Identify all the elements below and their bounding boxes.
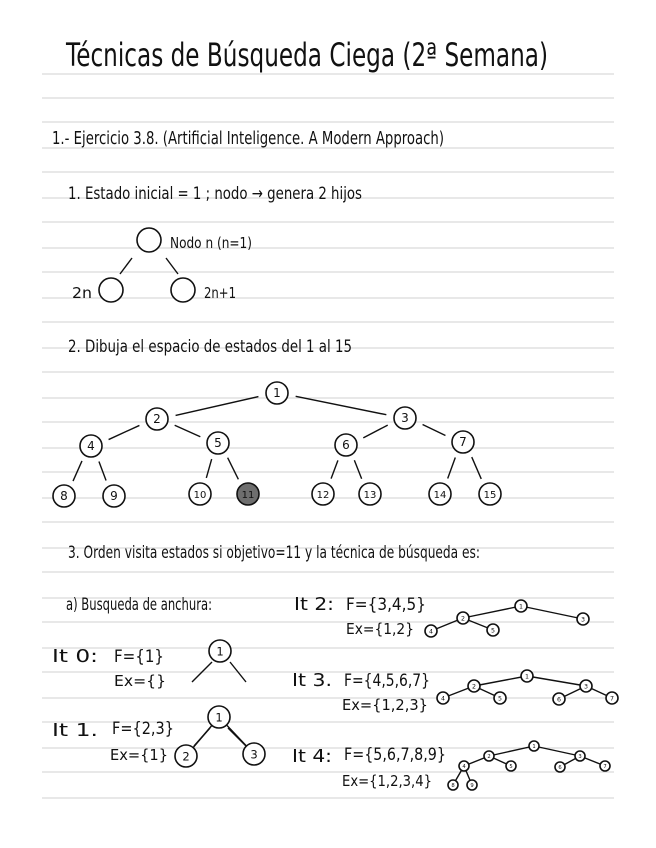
- mini-node-label: 4: [462, 764, 466, 770]
- it2-expanded: Ex={1,2}: [346, 620, 414, 638]
- tree-edge-1-3: [296, 396, 387, 414]
- mini-node-label: 9: [470, 783, 474, 789]
- mini-node-label: 2: [487, 754, 491, 760]
- tree-node-label: 15: [483, 490, 497, 501]
- tree-node-label: 1: [273, 386, 281, 400]
- mini-node-label: 7: [609, 695, 615, 703]
- item-draw-state-space: 2. Dibuja el espacio de estados del 1 al 15: [68, 337, 352, 357]
- it0-mini-tree: [209, 640, 231, 662]
- tree-node-label: 11: [241, 490, 255, 501]
- mini-node-label: 1: [532, 744, 536, 750]
- mini-node-label: 1: [215, 710, 223, 725]
- tree-node-8: [53, 485, 75, 507]
- generic-node: [137, 228, 161, 252]
- tree-node-label: 6: [342, 438, 350, 452]
- it2-label: It 2:: [294, 594, 334, 615]
- tree-edge-7-15: [472, 457, 481, 479]
- it2-frontier: F={3,4,5}: [346, 595, 426, 615]
- mini-node-label: 2: [182, 749, 190, 764]
- mini-edge: [463, 606, 521, 618]
- tree-node-label: 4: [87, 439, 95, 453]
- mini-node-label: 6: [556, 696, 562, 704]
- tree-edge-4-9: [99, 461, 106, 480]
- tree-edge-3-6: [363, 425, 387, 438]
- it3-frontier: F={4,5,6,7}: [344, 671, 430, 691]
- it4-expanded: Ex={1,2,3,4}: [342, 772, 432, 790]
- it3-mini-tree: [437, 670, 618, 705]
- mini-node-label: 3: [580, 616, 586, 624]
- it0-frontier: F={1}: [114, 647, 164, 667]
- mini-node-label: 6: [558, 765, 562, 771]
- it4-label: It 4:: [292, 746, 332, 767]
- state-space-edges: [73, 396, 481, 481]
- generic-child-right: [171, 278, 195, 302]
- tree-edge-1-2: [176, 397, 259, 416]
- tree-node-6: [335, 434, 357, 456]
- generic-child-left: [99, 278, 123, 302]
- child-right-label: 2n+1: [204, 284, 236, 302]
- mini-node-label: 1: [216, 644, 224, 659]
- tree-node-3: [394, 407, 416, 429]
- mini-node-label: 3: [583, 683, 589, 691]
- it0-expanded: Ex={}: [114, 672, 166, 690]
- mini-node-label: 1: [518, 603, 524, 611]
- it4-frontier: F={5,6,7,8,9}: [344, 745, 446, 765]
- mini-node-label: 8: [451, 783, 455, 789]
- tree-node-12: [312, 483, 334, 505]
- tree-edge-6-13: [354, 460, 361, 478]
- it1-expanded: Ex={1}: [110, 746, 168, 764]
- mini-node-label: 2: [460, 615, 466, 623]
- it1-label: It 1.: [52, 720, 98, 741]
- tree-node-14: [429, 483, 451, 505]
- it1-mini-tree: [175, 706, 265, 767]
- it1-frontier: F={2,3}: [112, 719, 174, 739]
- exercise-heading: 1.- Ejercicio 3.8. (Artificial Inteligence. A Modern Approach): [52, 128, 444, 149]
- tree-node-13: [359, 483, 381, 505]
- mini-node-label: 7: [603, 764, 607, 770]
- tree-node-label: 2: [153, 412, 161, 426]
- tree-edge-5-11: [228, 458, 239, 480]
- tree-edge-3-7: [423, 424, 446, 435]
- child-left-label: 2n: [72, 284, 92, 302]
- tree-edge-6-12: [331, 460, 338, 478]
- tree-node-label: 5: [214, 436, 222, 450]
- tree-node-4: [80, 435, 102, 457]
- tree-node-1: [266, 382, 288, 404]
- mini-node-label: 5: [497, 695, 503, 703]
- tree-edge-5-10: [206, 459, 211, 478]
- page-title: Técnicas de Búsqueda Ciega (2ª Semana): [65, 36, 548, 74]
- mini-edge: [474, 676, 527, 686]
- tree-node-7: [452, 431, 474, 453]
- tree-node-5: [207, 432, 229, 454]
- mini-node-label: 3: [250, 747, 258, 762]
- it3-expanded: Ex={1,2,3}: [342, 696, 428, 714]
- tree-node-label: 12: [316, 490, 330, 501]
- state-space-tree: [53, 382, 501, 507]
- it2-mini-tree: [425, 600, 589, 637]
- tree-node-10: [189, 483, 211, 505]
- mini-node-label: 5: [509, 764, 513, 770]
- mini-node-label: 1: [524, 673, 530, 681]
- tree-edge-2-4: [109, 425, 140, 439]
- mini-node-label: 4: [440, 695, 446, 703]
- bfs-heading: a) Busqueda de anchura:: [66, 595, 212, 615]
- tree-edge-7-14: [448, 458, 456, 479]
- tree-node-9: [103, 485, 125, 507]
- tree-node-label: 9: [110, 489, 118, 503]
- tree-node-label: 13: [363, 490, 377, 501]
- tree-node-label: 8: [60, 489, 68, 503]
- tree-node-label: 3: [401, 411, 409, 425]
- mini-edge: [527, 676, 586, 686]
- tree-node-label: 7: [459, 435, 467, 449]
- tree-node-11: [237, 483, 259, 505]
- item-initial-state: 1. Estado inicial = 1 ; nodo → genera 2 hijos: [68, 184, 363, 204]
- tree-node-label: 14: [433, 490, 447, 501]
- it0-label: It 0:: [52, 646, 98, 667]
- mini-node-label: 5: [490, 627, 496, 635]
- it3-label: It 3.: [292, 670, 332, 691]
- tree-node-15: [479, 483, 501, 505]
- tree-node-label: 10: [193, 490, 207, 501]
- mini-node-label: 2: [471, 683, 477, 691]
- tree-edge-2-5: [175, 425, 201, 437]
- node-label: Nodo n (n=1): [170, 234, 252, 252]
- tree-edge-4-8: [73, 461, 82, 481]
- mini-edge: [521, 606, 583, 619]
- mini-node-label: 4: [428, 628, 434, 636]
- item-visit-order: 3. Orden visita estados si objetivo=11 y la técnica de búsqueda es:: [68, 543, 480, 563]
- tree-node-2: [146, 408, 168, 430]
- mini-node-label: 3: [578, 754, 582, 760]
